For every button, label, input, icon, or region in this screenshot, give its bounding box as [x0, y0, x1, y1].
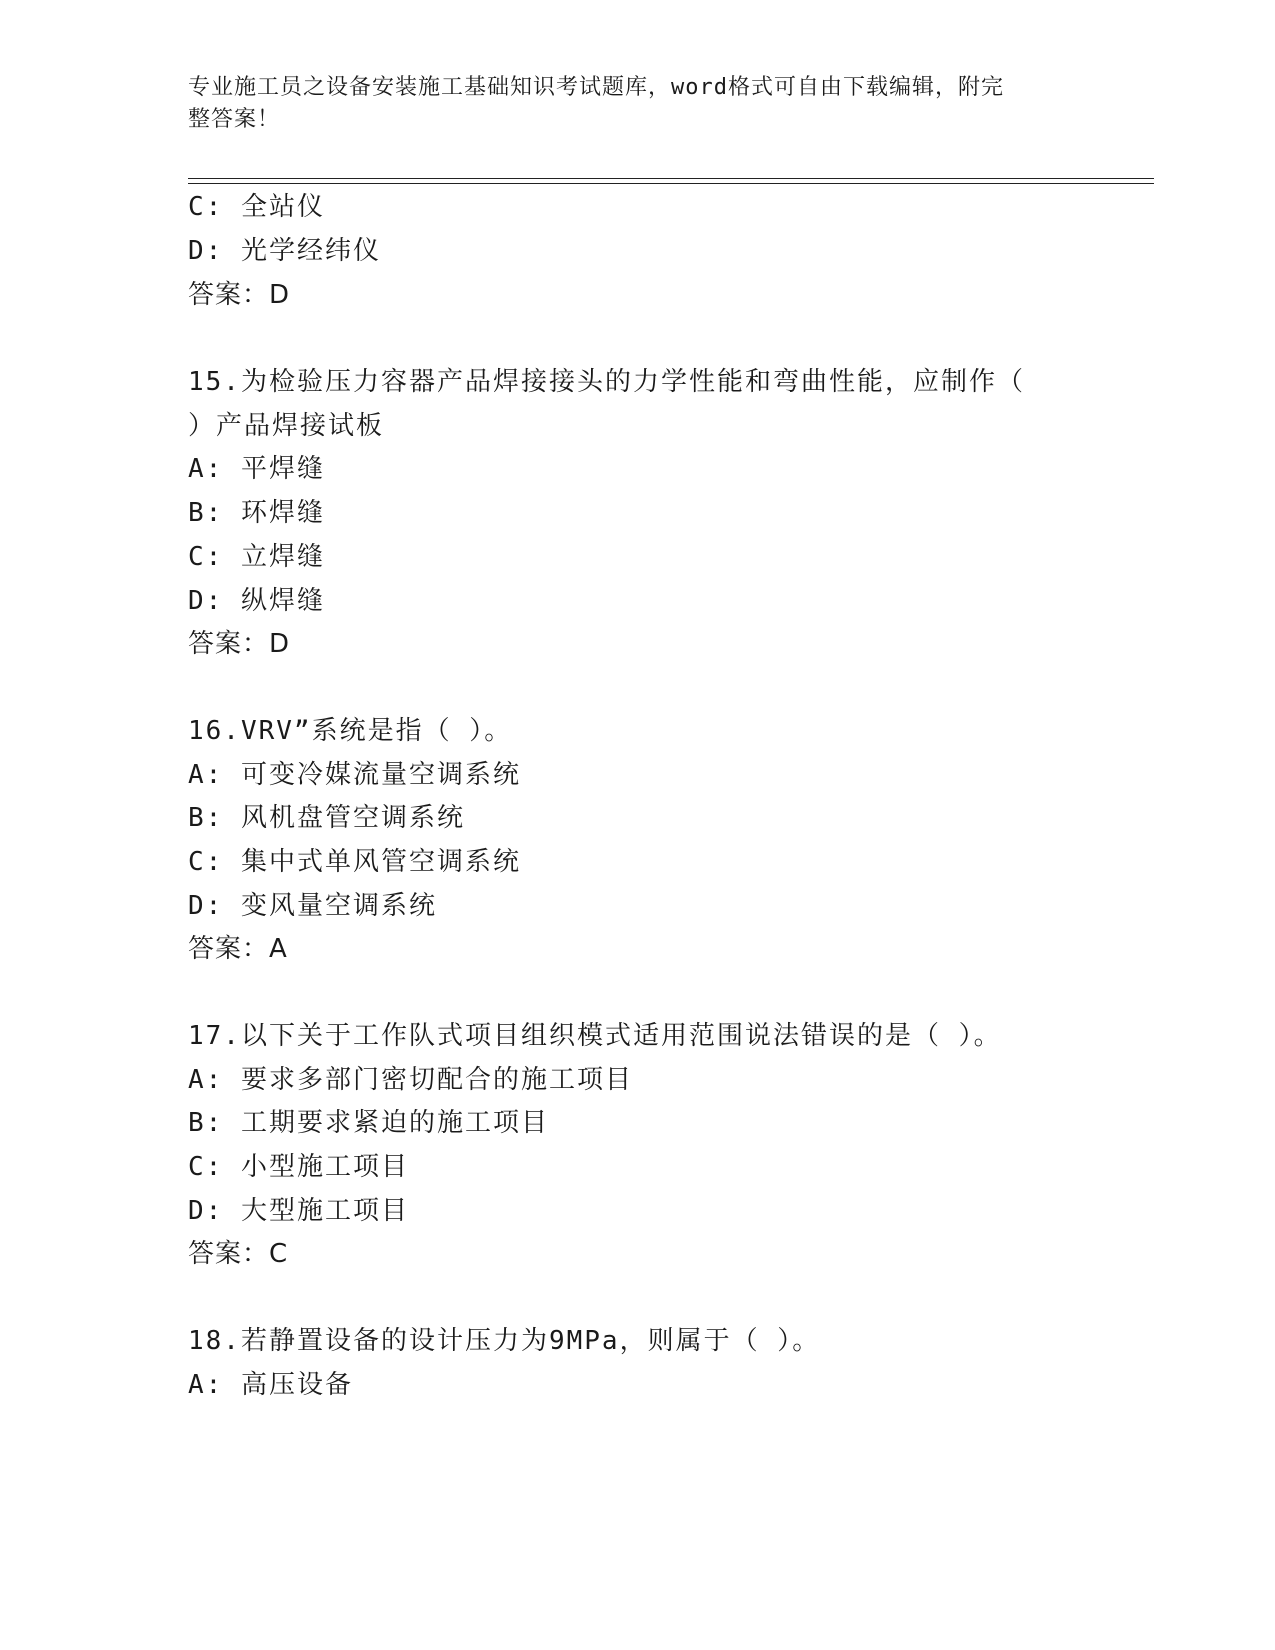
- option-line: A: 要求多部门密切配合的施工项目: [188, 1065, 633, 1095]
- option-line: D: 光学经纬仪: [188, 236, 381, 266]
- option-line: B: 风机盘管空调系统: [188, 803, 465, 833]
- option-line: A: 可变冷媒流量空调系统: [188, 760, 521, 790]
- option-line: D: 纵焊缝: [188, 586, 325, 616]
- answer-line: 答案：C: [188, 1239, 289, 1269]
- option-line: A: 平焊缝: [188, 454, 325, 484]
- question-line: 16.VRV”系统是指（ ）。: [188, 716, 513, 746]
- question-line: 17.以下关于工作队式项目组织模式适用范围说法错误的是（ ）。: [188, 1021, 1002, 1051]
- question-line: ）产品焊接试板: [188, 411, 385, 441]
- option-line: D: 变风量空调系统: [188, 891, 437, 921]
- option-line: B: 环焊缝: [188, 498, 325, 528]
- answer-line: 答案：D: [188, 629, 291, 659]
- option-line: C: 全站仪: [188, 192, 325, 222]
- option-line: C: 小型施工项目: [188, 1152, 409, 1182]
- header-rule-bottom: [188, 183, 1154, 184]
- option-line: A: 高压设备: [188, 1370, 353, 1400]
- question-line: 15.为检验压力容器产品焊接接头的力学性能和弯曲性能，应制作（: [188, 367, 1025, 397]
- option-line: C: 立焊缝: [188, 542, 325, 572]
- header-line-2: 整答案！: [188, 107, 281, 132]
- answer-line: 答案：D: [188, 280, 291, 310]
- question-line: 18.若静置设备的设计压力为9MPa，则属于（ ）。: [188, 1326, 821, 1356]
- header-line-1: 专业施工员之设备安装施工基础知识考试题库，word格式可自由下载编辑，附完: [188, 75, 1004, 100]
- option-line: D: 大型施工项目: [188, 1196, 409, 1226]
- option-line: B: 工期要求紧迫的施工项目: [188, 1108, 549, 1138]
- document-header: [188, 72, 1088, 136]
- answer-line: 答案：A: [188, 934, 288, 964]
- option-line: C: 集中式单风管空调系统: [188, 847, 521, 877]
- header-rule-top: [188, 178, 1154, 179]
